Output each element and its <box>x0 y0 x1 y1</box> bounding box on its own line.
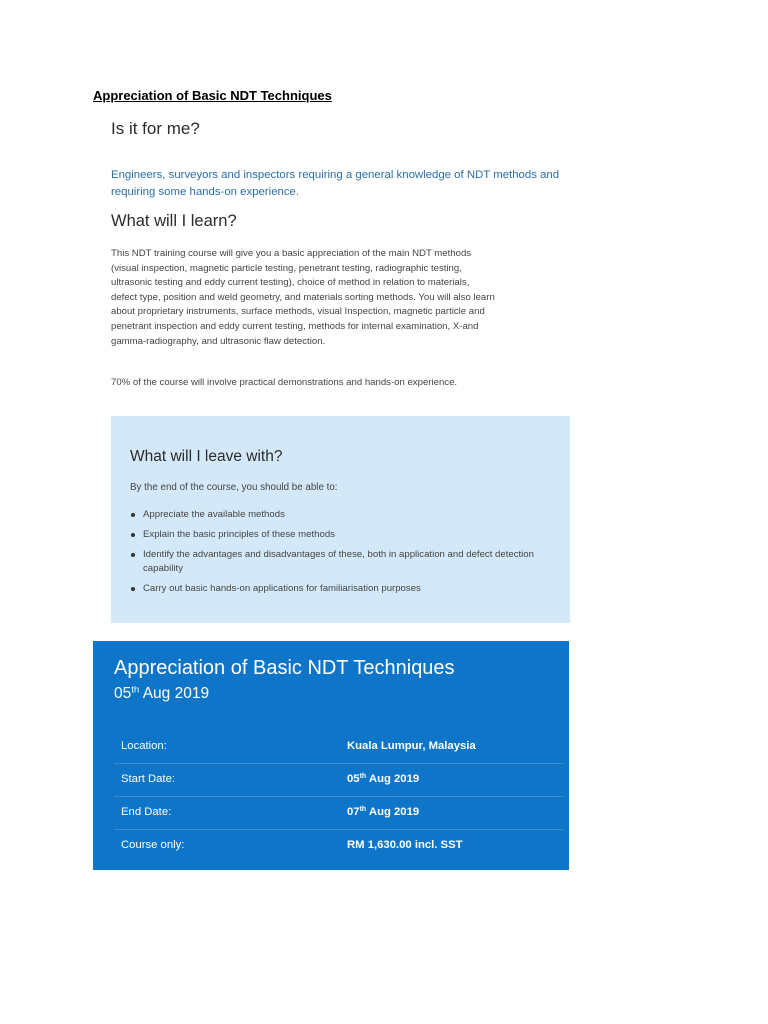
price-value: RM 1,630.00 incl. SST <box>347 839 463 851</box>
end-date-rest: Aug 2019 <box>366 806 420 818</box>
bullet-icon <box>131 587 135 591</box>
course-date-rest: Aug 2019 <box>139 685 210 702</box>
location-row <box>114 731 563 764</box>
start-date-rest: Aug 2019 <box>366 773 420 785</box>
outcome-item <box>130 528 550 542</box>
outcome-item <box>130 582 550 596</box>
location-label: Location: <box>121 740 167 752</box>
start-date-day: 05 <box>347 773 360 785</box>
leave-with-box <box>111 416 570 623</box>
start-date-row <box>114 764 563 797</box>
leave-with-intro: By the end of the course, you should be able to: <box>130 482 338 493</box>
learn-description: This NDT training course will give you a basic appreciation of the main NDT methods (visual inspection, magnetic particle testing, penetrant testing, radiographic testing, ultrasonic testing and eddy current testing), choice of method in relation to materials, defect type, position and weld geometry, and materials sorting methods. You will also learn about proprietary instruments, surface methods, visual Inspection, magnetic particle and penetrant inspection and eddy current testing, methods for internal examination, X-and gamma-radiography, and ultrasonic flaw detection. <box>111 248 495 347</box>
outcome-item <box>130 508 550 522</box>
course-title: Appreciation of Basic NDT Techniques <box>114 657 455 679</box>
audience-text: Engineers, surveyors and inspectors requiring a general knowledge of NDT methods and requiring some hands-on experience. <box>111 169 560 198</box>
course-date-suffix: th <box>131 684 140 696</box>
end-date-day: 07 <box>347 806 360 818</box>
end-date-suffix: th <box>359 806 367 814</box>
outcome-text: Identify the advantages and disadvantages of these, both in application and defect detection capability <box>143 549 534 574</box>
price-label: Course only: <box>121 839 185 851</box>
start-date-label: Start Date: <box>121 773 175 785</box>
start-date-value <box>347 773 419 785</box>
bullet-icon <box>131 513 135 517</box>
start-date-suffix: th <box>359 773 367 781</box>
what-will-i-learn-heading: What will I learn? <box>111 212 237 230</box>
end-date-row <box>114 797 563 830</box>
course-info-box <box>93 641 569 870</box>
document-title: Appreciation of Basic NDT Techniques <box>93 88 332 103</box>
bullet-icon <box>131 553 135 557</box>
leave-with-heading: What will I leave with? <box>130 448 283 465</box>
outcome-item <box>130 548 550 575</box>
is-it-for-me-heading: Is it for me? <box>111 119 200 138</box>
end-date-label: End Date: <box>121 806 172 818</box>
outcome-text: Carry out basic hands-on applications for familiarisation purposes <box>143 582 421 594</box>
practical-note: 70% of the course will involve practical demonstrations and hands-on experience. <box>111 377 458 388</box>
bullet-icon <box>131 533 135 537</box>
outcome-text: Explain the basic principles of these methods <box>143 529 335 540</box>
course-date <box>114 685 209 703</box>
price-row <box>114 830 563 862</box>
course-date-day: 05 <box>114 685 132 702</box>
outcome-text: Appreciate the available methods <box>143 509 285 520</box>
course-details-table <box>114 731 563 862</box>
outcomes-list <box>130 508 550 602</box>
end-date-value <box>347 806 419 818</box>
location-value: Kuala Lumpur, Malaysia <box>347 740 476 752</box>
